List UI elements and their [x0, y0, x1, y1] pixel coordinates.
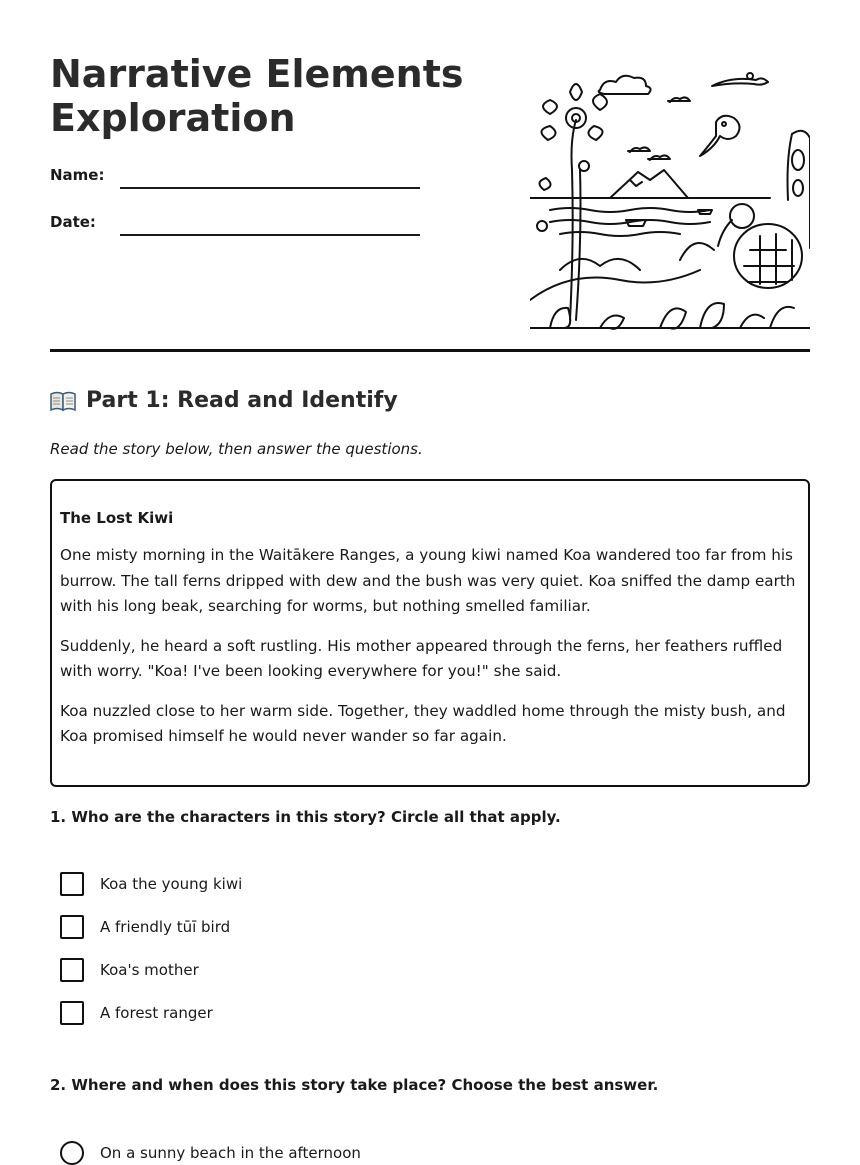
answer-option-label: Koa the young kiwi — [100, 875, 243, 893]
answer-option[interactable] — [60, 1001, 213, 1025]
story-paragraph: One misty morning in the Waitākere Ranges, a young kiwi named Koa wandered too far from his burrow. The tall ferns dripped with dew and the bush was very quiet. Koa sniffed the damp earth with his long beak, searching for worms, but nothing smelled familiar. — [60, 546, 796, 615]
page-title — [50, 52, 490, 140]
instructions-text: Read the story below, then answer the questions. — [50, 440, 423, 458]
part-1-heading-text: Part 1: Read and Identify — [86, 388, 398, 413]
checkbox[interactable] — [60, 1001, 84, 1025]
story-box — [50, 479, 810, 787]
name-label: Name: — [50, 166, 105, 184]
story-paragraph: Koa nuzzled close to her warm side. Together, they waddled home through the misty bush, and Koa promised himself he would never wander so far again. — [60, 701, 786, 745]
answer-option-label: On a sunny beach in the afternoon — [100, 1144, 361, 1162]
kiwi-landscape-illustration — [530, 70, 810, 330]
date-field[interactable] — [120, 234, 420, 236]
answer-option[interactable] — [60, 872, 242, 896]
answer-option[interactable] — [60, 915, 230, 939]
name-field[interactable] — [120, 187, 420, 189]
answer-option[interactable] — [60, 1141, 361, 1165]
story-title: The Lost Kiwi — [60, 509, 174, 527]
radio-button[interactable] — [60, 1141, 84, 1165]
date-label: Date: — [50, 213, 96, 231]
answer-option[interactable] — [60, 958, 199, 982]
section-divider — [50, 349, 810, 352]
answer-option-label: A forest ranger — [100, 1004, 213, 1022]
checkbox[interactable] — [60, 915, 84, 939]
question-1: 1. Who are the characters in this story? Circle all that apply. — [50, 808, 561, 826]
title-line-2: Exploration — [50, 96, 296, 140]
open-book-icon — [50, 390, 76, 412]
checkbox[interactable] — [60, 958, 84, 982]
part-1-heading — [50, 388, 398, 413]
answer-option-label: Koa's mother — [100, 961, 199, 979]
story-paragraph: Suddenly, he heard a soft rustling. His mother appeared through the ferns, her feathers ruffled with worry. "Koa! I've been looking everywhere for you!" she said. — [60, 636, 783, 680]
title-line-1: Narrative Elements — [50, 52, 464, 96]
answer-option-label: A friendly tūī bird — [100, 918, 231, 936]
checkbox[interactable] — [60, 872, 84, 896]
question-2: 2. Where and when does this story take place? Choose the best answer. — [50, 1076, 659, 1094]
